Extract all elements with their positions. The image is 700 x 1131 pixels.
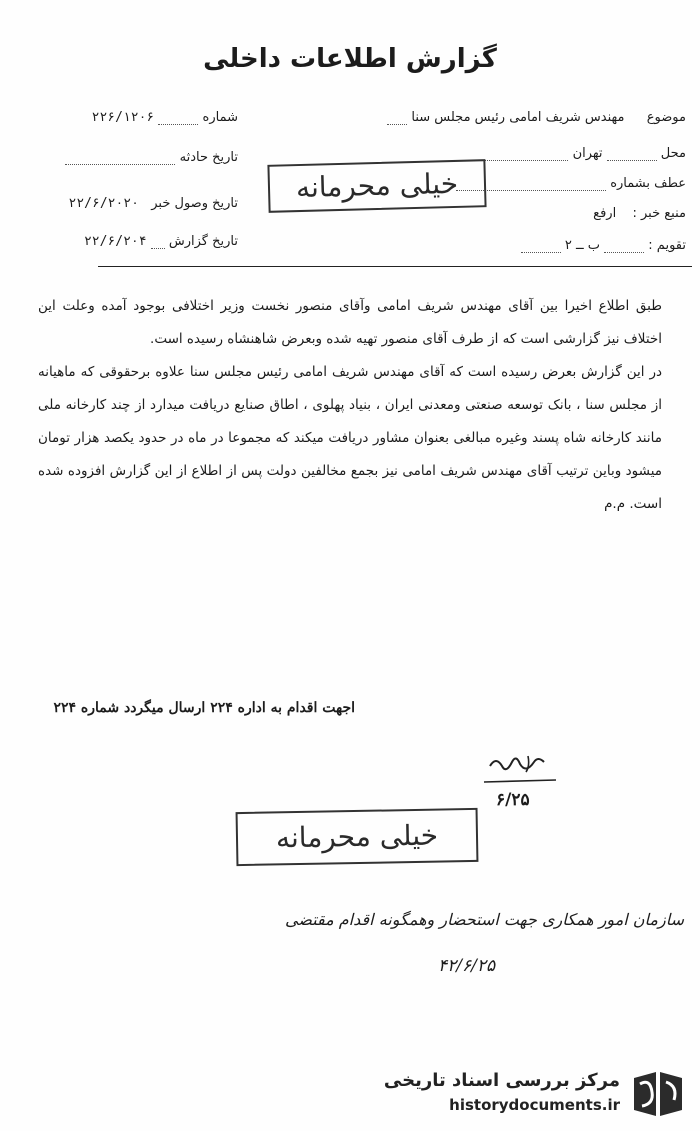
number-value: ۲۲۶/۱۲۰۶ xyxy=(91,110,155,125)
body-paragraph-2: در این گزارش بعرض رسیده است که آقای مهندس شریف امامی رئیس مجلس سنا علاوه برحقوقی که ماهیانه از مجلس سنا ، بانک توسعه صنعتی ومعدنی ایران ، بنیاد پهلوی ، اطاق صنایع دریافت میدارد از چند کارخانه ملی مانند کارخانه شاه پسند وغیره مبالغی بعنوان مشاور دریافت میکند که مجموعا در ماه در حدود یکصد هزار تومان میشود وباین ترتیب آقای مهندس شریف امامی نیز بجمع مخالفین دولت پس از اطلاع از این گزارش افزوده شده است. م.م xyxy=(38,364,662,512)
referral-note-text: اجهت اقدام به اداره ۲۲۴ ارسال میگردد شماره ۲۲۴ xyxy=(53,700,355,716)
report-date-field xyxy=(84,234,238,249)
number-label: شماره xyxy=(202,110,238,125)
report-date-value: ۲۲/۶/۲۰۴ xyxy=(83,234,147,249)
instruction-date-text: ۴۲/۶/۲۵ xyxy=(438,956,496,976)
classification-stamp-top xyxy=(267,159,486,213)
receipt-date-value: ۲۲/۶/۲۰۲۰ xyxy=(68,196,139,211)
instruction-note-text: سازمان امور همکاری جهت استحضار وهمگونه اقدام مقتضی xyxy=(284,910,684,929)
subject-field xyxy=(387,110,686,125)
report-title: گزارش اطلاعات داخلی xyxy=(203,44,497,74)
place-value: تهران xyxy=(572,146,603,161)
referral-note xyxy=(53,700,355,716)
report-body xyxy=(38,290,662,521)
receipt-date-field xyxy=(69,196,238,211)
evaluation-field xyxy=(521,238,686,253)
classification-stamp-bottom xyxy=(236,808,479,866)
archive-website: historydocuments.ir xyxy=(449,1096,620,1114)
header-divider xyxy=(98,266,692,267)
event-date-field xyxy=(65,150,238,165)
instruction-date xyxy=(438,956,495,976)
place-field xyxy=(478,146,686,161)
receipt-date-label: تاریخ وصول خبر xyxy=(151,196,238,211)
archive-logo-icon xyxy=(630,1070,686,1120)
stamp-text-top: خیلی محرمانه xyxy=(295,166,459,205)
event-date-label: تاریخ حادثه xyxy=(179,150,238,165)
number-field xyxy=(92,110,238,125)
subject-value: مهندس شریف امامی رئیس مجلس سنا xyxy=(411,110,625,125)
stamp-text-bottom: خیلی محرمانه xyxy=(275,818,439,855)
archive-watermark xyxy=(383,1066,692,1122)
report-date-label: تاریخ گزارش xyxy=(168,234,238,249)
instruction-note xyxy=(285,910,684,929)
place-label: محل xyxy=(660,146,686,161)
source-label: منبع خبر : xyxy=(632,206,686,221)
subject-label: موضوع xyxy=(646,110,686,125)
signature-date xyxy=(496,790,530,810)
archive-name: مرکز بررسی اسناد تاریخی xyxy=(383,1070,620,1091)
evaluation-label: تقویم : xyxy=(648,238,686,253)
body-paragraph-1: طبق اطلاع اخیرا بین آقای مهندس شریف امامی وآقای منصور نخست وزیر اختلافی بوجود آمده وعلت این اختلاف نیز گزارشی است که از طرف آقای منصور تهیه شده وبعرض شاهنشاه رسیده است. xyxy=(38,298,662,347)
evaluation-value: ب ــ ۲ xyxy=(564,238,601,253)
source-value: ارفع xyxy=(593,206,617,221)
ref-label: عطف بشماره xyxy=(610,176,686,191)
source-field xyxy=(593,206,686,221)
ref-field xyxy=(456,176,686,191)
signature-date-text: ۶/۲۵ xyxy=(496,790,530,810)
